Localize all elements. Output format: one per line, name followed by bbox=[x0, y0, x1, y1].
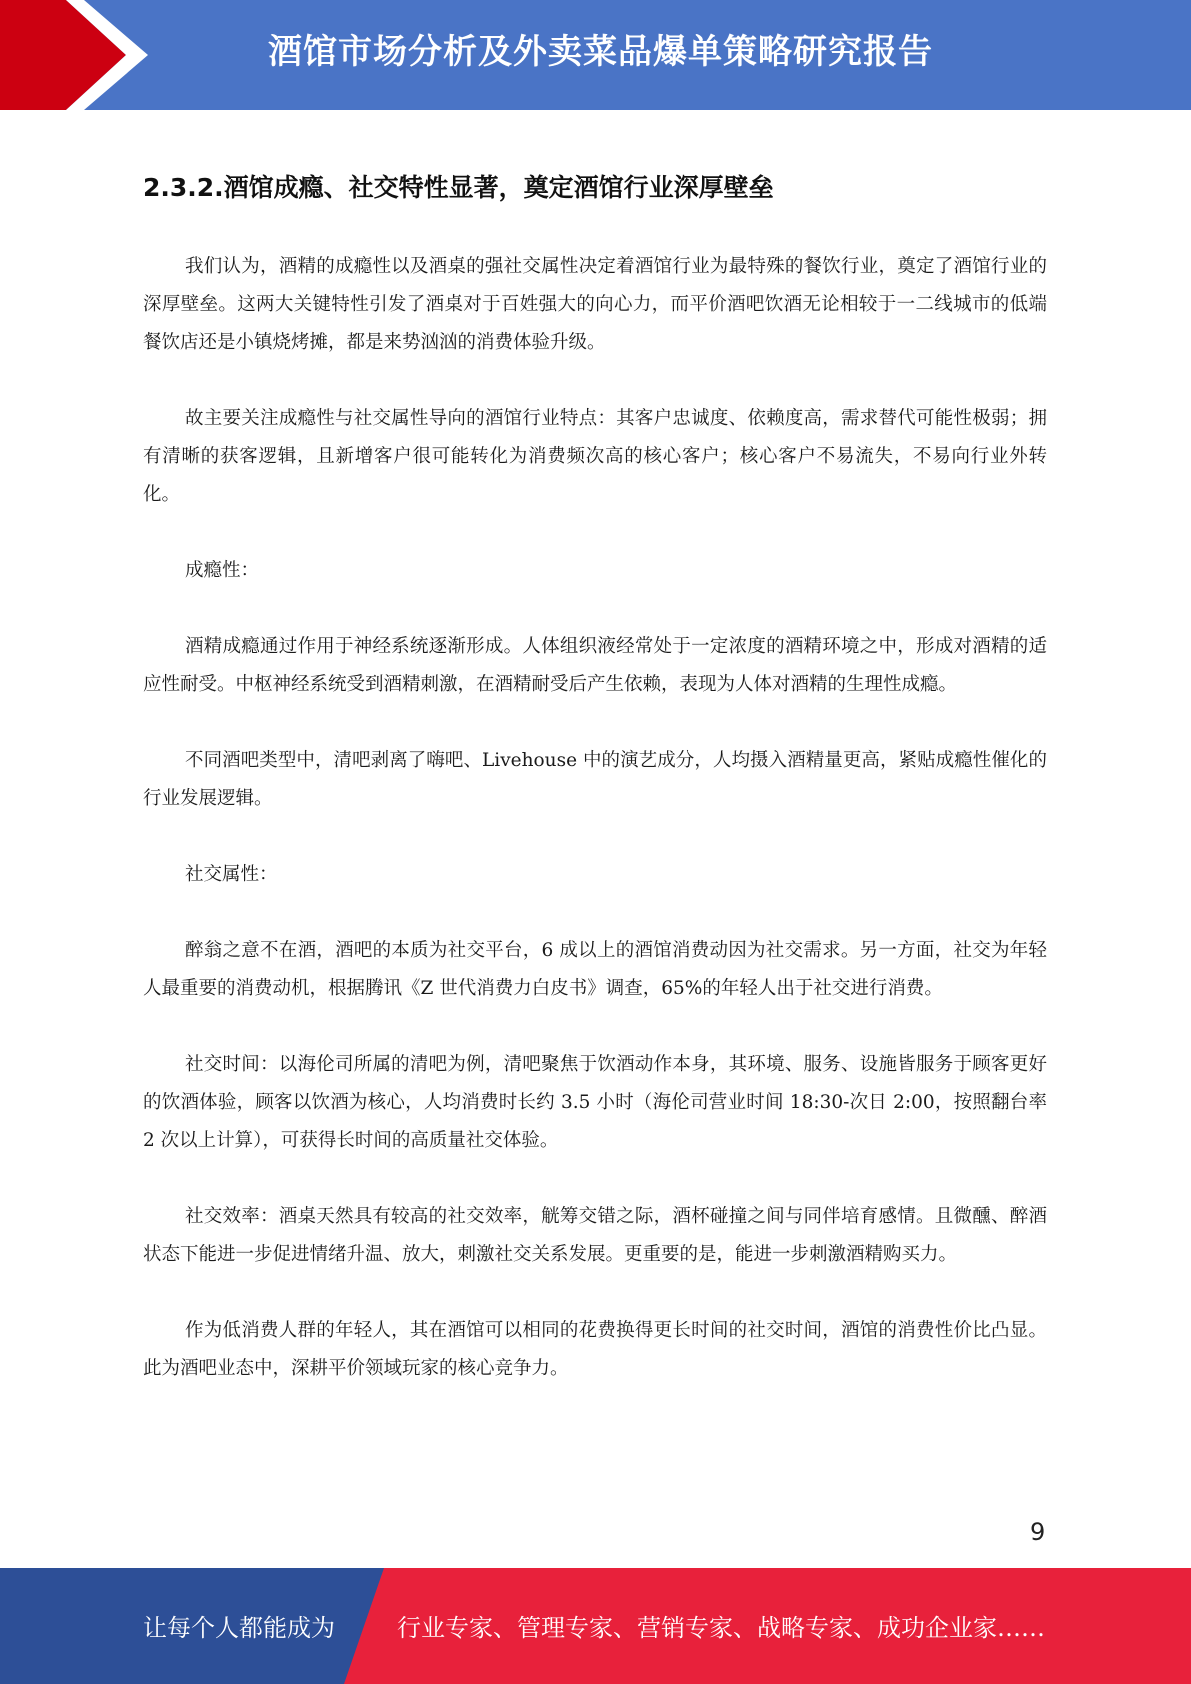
report-title: 酒馆市场分析及外卖菜品爆单策略研究报告 bbox=[268, 32, 933, 72]
section-heading: 2.3.2.酒馆成瘾、社交特性显著，奠定酒馆行业深厚壁垒 bbox=[143, 173, 774, 202]
footer-slogan-left: 让每个人都能成为 bbox=[143, 1614, 335, 1642]
paragraph-social-efficiency: 社交效率：酒桌天然具有较高的社交效率，觥筹交错之际，酒杯碰撞之间与同伴培育感情。且微醺、醉酒状态下能进一步促进情绪升温、放大，刺激社交关系发展。更重要的是，能进一步刺激酒精购买力。 bbox=[143, 1206, 1047, 1265]
body-text bbox=[143, 248, 1047, 1426]
paragraph-bar-types: 不同酒吧类型中，清吧剥离了嗨吧、Livehouse 中的演艺成分，人均摄入酒精量更高，紧贴成瘾性催化的行业发展逻辑。 bbox=[143, 750, 1047, 809]
paragraph-addiction-mechanism: 酒精成瘾通过作用于神经系统逐渐形成。人体组织液经常处于一定浓度的酒精环境之中，形成对酒精的适应性耐受。中枢神经系统受到酒精刺激，在酒精耐受后产生依赖，表现为人体对酒精的生理性成瘾。 bbox=[143, 636, 1047, 695]
paragraph-intro: 我们认为，酒精的成瘾性以及酒桌的强社交属性决定着酒馆行业为最特殊的餐饮行业，奠定了酒馆行业的深厚壁垒。这两大关键特性引发了酒桌对于百姓强大的向心力，而平价酒吧饮酒无论相较于一二线城市的低端餐饮店还是小镇烧烤摊，都是来势汹汹的消费体验升级。 bbox=[143, 256, 1047, 353]
label-addictiveness: 成瘾性： bbox=[185, 560, 260, 581]
label-social-attribute: 社交属性： bbox=[185, 864, 278, 885]
page-header bbox=[0, 0, 1191, 110]
page-number: 9 bbox=[1030, 1518, 1046, 1546]
footer-slogan-right: 行业专家、管理专家、营销专家、战略专家、成功企业家…… bbox=[397, 1614, 1045, 1642]
paragraph-value-for-money: 作为低消费人群的年轻人，其在酒馆可以相同的花费换得更长时间的社交时间，酒馆的消费性价比凸显。此为酒吧业态中，深耕平价领域玩家的核心竞争力。 bbox=[143, 1320, 1047, 1379]
paragraph-social-time: 社交时间：以海伦司所属的清吧为例，清吧聚焦于饮酒动作本身，其环境、服务、设施皆服务于顾客更好的饮酒体验，顾客以饮酒为核心，人均消费时长约 3.5 小时（海伦司营业时间 18:30-次日 2:00，按照翻台率 2 次以上计算），可获得长时间的高质量社交体验。 bbox=[143, 1054, 1047, 1151]
page-footer bbox=[0, 1568, 1191, 1684]
paragraph-social-platform: 醉翁之意不在酒，酒吧的本质为社交平台，6 成以上的酒馆消费动因为社交需求。另一方面，社交为年轻人最重要的消费动机，根据腾讯《Z 世代消费力白皮书》调查，65%的年轻人出于社交进行消费。 bbox=[143, 940, 1047, 999]
paragraph-focus: 故主要关注成瘾性与社交属性导向的酒馆行业特点：其客户忠诚度、依赖度高，需求替代可能性极弱；拥有清晰的获客逻辑，且新增客户很可能转化为消费频次高的核心客户；核心客户不易流失，不易向行业外转化。 bbox=[143, 408, 1047, 505]
